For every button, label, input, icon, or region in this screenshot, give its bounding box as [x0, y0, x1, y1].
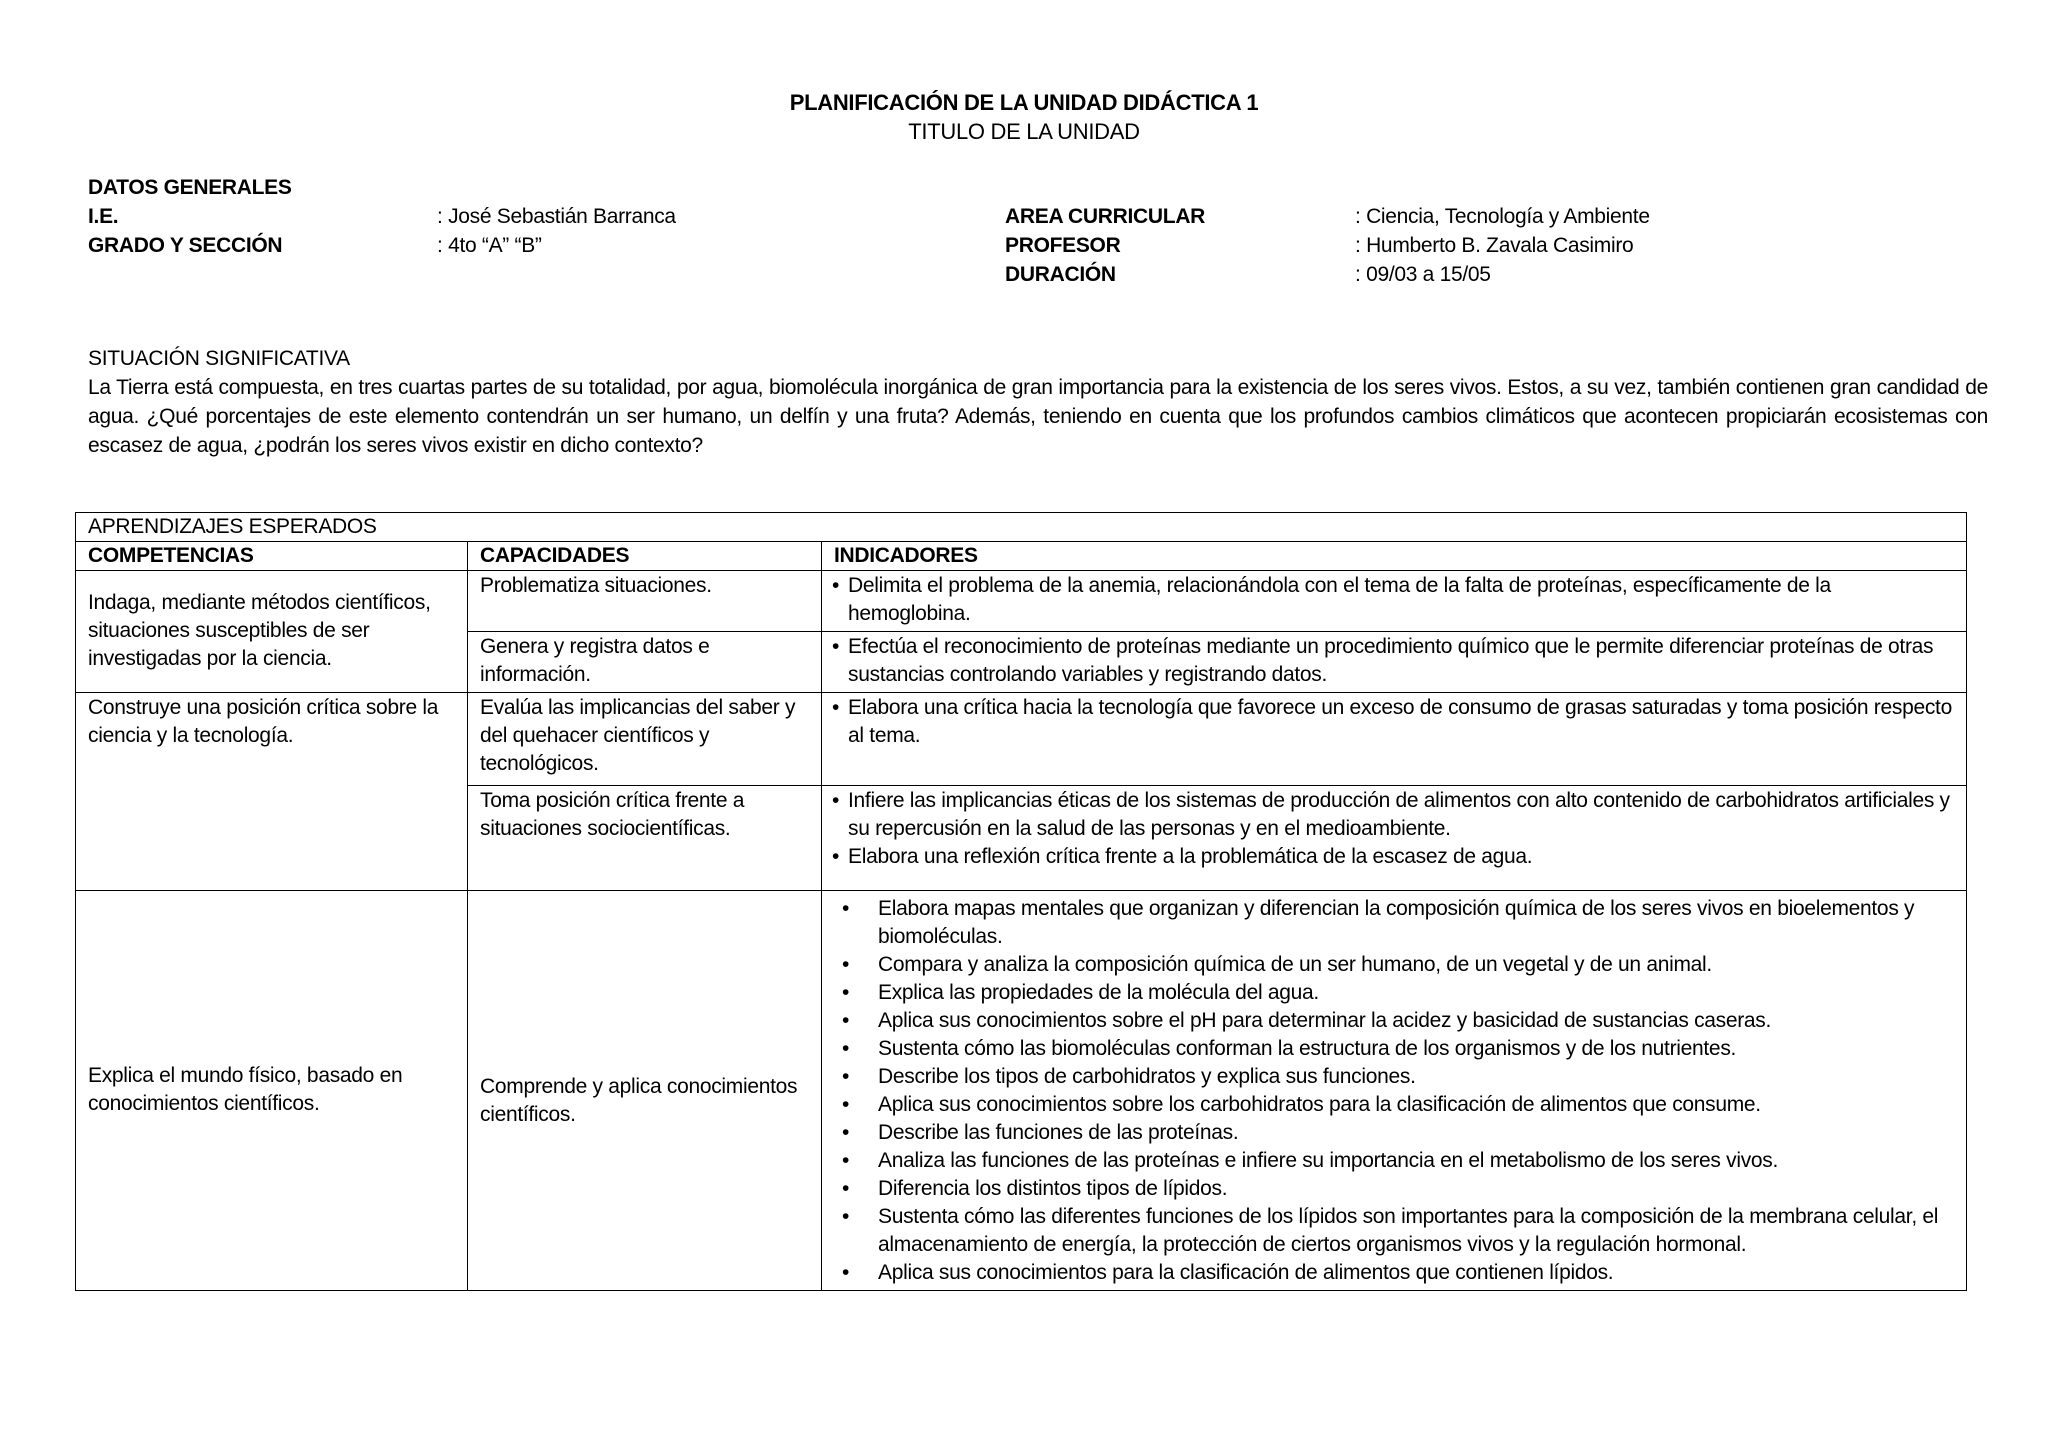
- bullet-icon: •: [832, 635, 840, 658]
- indicador-item: [834, 843, 1954, 871]
- bullet-icon: •: [842, 1009, 850, 1032]
- indicador-item: [834, 1063, 1954, 1091]
- indicador-text: Delimita el problema de la anemia, relacionándola con el tema de la falta de proteínas, específicamente de la hemoglobina.: [848, 574, 1831, 625]
- indicador-item: [834, 1035, 1954, 1063]
- ie-label: I.E.: [88, 205, 119, 228]
- indicador-text: Compara y analiza la composición química de un ser humano, de un vegetal y de un animal.: [878, 953, 1712, 976]
- bullet-icon: •: [832, 696, 840, 719]
- indicador-cell: [822, 693, 1967, 786]
- indicador-item: [834, 1175, 1954, 1203]
- aprendizajes-table: [75, 512, 1967, 1291]
- situacion-heading: SITUACIÓN SIGNIFICATIVA: [88, 347, 350, 370]
- capacidad-cell: Problematiza situaciones.: [468, 571, 822, 632]
- indicador-item: [834, 1203, 1954, 1259]
- table-row: [76, 571, 1967, 632]
- bullet-icon: •: [842, 1149, 850, 1172]
- area-label: AREA CURRICULAR: [1005, 205, 1206, 228]
- indicador-text: Sustenta cómo las biomoléculas conforman la estructura de los organismos y de los nutrientes.: [878, 1037, 1737, 1060]
- indicador-item: [834, 1147, 1954, 1175]
- indicador-text: Explica las propiedades de la molécula del agua.: [878, 981, 1319, 1004]
- indicador-item: [834, 787, 1954, 843]
- indicador-text: Infiere las implicancias éticas de los sistemas de producción de alimentos con alto contenido de carbohidratos artificiales y su repercusión en la salud de las personas y en el medioambiente.: [848, 789, 1950, 840]
- indicador-item: [834, 1007, 1954, 1035]
- bullet-icon: •: [842, 1065, 850, 1088]
- grado-value: : 4to “A” “B”: [437, 234, 542, 257]
- bullet-icon: •: [842, 1177, 850, 1200]
- bullet-icon: •: [832, 574, 840, 597]
- indicador-text: Describe los tipos de carbohidratos y explica sus funciones.: [878, 1065, 1416, 1088]
- indicador-item: [834, 1119, 1954, 1147]
- indicador-item: [834, 979, 1954, 1007]
- col-header-indicadores: INDICADORES: [822, 542, 1967, 571]
- indicador-text: Diferencia los distintos tipos de lípidos.: [878, 1177, 1228, 1200]
- indicador-cell: [822, 891, 1967, 1291]
- datos-generales-heading: DATOS GENERALES: [88, 176, 292, 199]
- capacidad-cell: Comprende y aplica conocimientos científicos.: [468, 891, 822, 1291]
- indicador-item: [834, 694, 1954, 750]
- bullet-icon: •: [842, 953, 850, 976]
- duracion-value: : 09/03 a 15/05: [1355, 263, 1491, 286]
- indicador-text: Aplica sus conocimientos para la clasificación de alimentos que contienen lípidos.: [878, 1261, 1614, 1284]
- bullet-icon: •: [842, 1093, 850, 1116]
- profesor-value: : Humberto B. Zavala Casimiro: [1355, 234, 1634, 257]
- table-header-row: [76, 542, 1967, 571]
- bullet-icon: •: [842, 1261, 850, 1284]
- indicador-item: [834, 895, 1954, 951]
- grado-label: GRADO Y SECCIÓN: [88, 234, 283, 257]
- area-value: : Ciencia, Tecnología y Ambiente: [1355, 205, 1650, 228]
- bullet-icon: •: [842, 1121, 850, 1144]
- indicador-item: [834, 633, 1954, 689]
- col-header-capacidades: CAPACIDADES: [468, 542, 822, 571]
- indicador-list: [834, 895, 1954, 1287]
- table-row: [76, 693, 1967, 786]
- table-caption: APRENDIZAJES ESPERADOS: [76, 513, 1967, 542]
- indicador-text: Aplica sus conocimientos sobre los carbohidratos para la clasificación de alimentos que consume.: [878, 1093, 1761, 1116]
- capacidad-cell: Toma posición crítica frente a situaciones sociocientíficas.: [468, 786, 822, 891]
- indicador-text: Sustenta cómo las diferentes funciones de los lípidos son importantes para la composición de la membrana celular, el almacenamiento de energía, la protección de ciertos organismos vivos y la regulación hormonal.: [878, 1205, 1939, 1256]
- bullet-icon: •: [832, 789, 840, 812]
- indicador-cell: [822, 786, 1967, 891]
- competencia-cell: Explica el mundo físico, basado en conocimientos científicos.: [76, 891, 468, 1291]
- bullet-icon: •: [842, 897, 850, 920]
- indicador-item: [834, 951, 1954, 979]
- competencia-cell: Construye una posición crítica sobre la ciencia y la tecnología.: [76, 693, 468, 891]
- situacion-text: La Tierra está compuesta, en tres cuartas partes de su totalidad, por agua, biomolécula inorgánica de gran importancia para la existencia de los seres vivos. Estos, a su vez, también contienen gran candidad de agua. ¿Qué porcentajes de este elemento contendrán un ser humano, un delfín y una fruta? Además, teniendo en cuenta que los profundos cambios climáticos que acontecen propiciarán ecosistemas con escasez de agua, ¿podrán los seres vivos existir en dicho contexto?: [88, 376, 1988, 457]
- indicador-cell: [822, 632, 1967, 693]
- duracion-label: DURACIÓN: [1005, 263, 1116, 286]
- indicador-cell: [822, 571, 1967, 632]
- capacidad-cell: Genera y registra datos e información.: [468, 632, 822, 693]
- indicador-item: [834, 1259, 1954, 1287]
- bullet-icon: •: [842, 981, 850, 1004]
- indicador-text: Describe las funciones de las proteínas.: [878, 1121, 1239, 1144]
- indicador-text: Elabora mapas mentales que organizan y diferencian la composición química de los seres vivos en bioelementos y biomoléculas.: [878, 897, 1915, 948]
- indicador-text: Elabora una reflexión crítica frente a la problemática de la escasez de agua.: [848, 845, 1533, 868]
- indicador-text: Analiza las funciones de las proteínas e infiere su importancia en el metabolismo de los seres vivos.: [878, 1149, 1779, 1172]
- document-subtitle: TITULO DE LA UNIDAD: [908, 119, 1140, 144]
- table-row: [76, 891, 1967, 1291]
- bullet-icon: •: [842, 1037, 850, 1060]
- capacidad-cell: Evalúa las implicancias del saber y del quehacer científicos y tecnológicos.: [468, 693, 822, 786]
- ie-value: : José Sebastián Barranca: [437, 205, 676, 228]
- bullet-icon: •: [842, 1205, 850, 1228]
- bullet-icon: •: [832, 845, 840, 868]
- col-header-competencias: COMPETENCIAS: [76, 542, 468, 571]
- competencia-cell: Indaga, mediante métodos científicos, situaciones susceptibles de ser investigadas por la ciencia.: [76, 571, 468, 693]
- indicador-text: Elabora una crítica hacia la tecnología que favorece un exceso de consumo de grasas saturadas y toma posición respecto al tema.: [848, 696, 1952, 747]
- indicador-text: Aplica sus conocimientos sobre el pH para determinar la acidez y basicidad de sustancias caseras.: [878, 1009, 1772, 1032]
- table-caption-row: [76, 513, 1967, 542]
- document-title: PLANIFICACIÓN DE LA UNIDAD DIDÁCTICA 1: [789, 90, 1259, 115]
- indicador-item: [834, 1091, 1954, 1119]
- profesor-label: PROFESOR: [1005, 234, 1121, 257]
- indicador-item: [834, 572, 1954, 628]
- indicador-text: Efectúa el reconocimiento de proteínas mediante un procedimiento químico que le permite diferenciar proteínas de otras sustancias controlando variables y registrando datos.: [848, 635, 1934, 686]
